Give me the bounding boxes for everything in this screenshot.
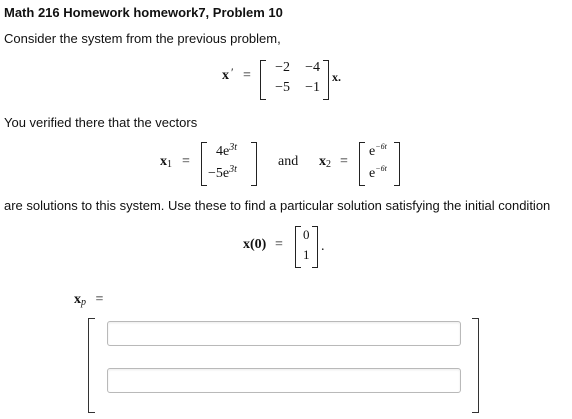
- x2-left-bracket: [359, 142, 365, 186]
- verified-text: You verified there that the vectors: [4, 115, 198, 130]
- initial-condition-equals: =: [275, 237, 283, 252]
- answer-right-bracket: [472, 318, 479, 413]
- system-matrix-a12: −4: [305, 60, 320, 75]
- system-matrix-right-bracket: [323, 60, 329, 100]
- solution-vectors: [160, 138, 410, 188]
- instruction-text: are solutions to this system. Use these to find a particular solution satisfying the initial condition: [4, 198, 551, 213]
- page-title: Math 216 Homework homework7, Problem 10: [4, 5, 283, 20]
- x1-top-entry: $4e^{3t}$: [216, 142, 237, 159]
- initial-condition-left-bracket: [295, 226, 301, 268]
- x1-left-bracket: [201, 142, 207, 186]
- x1-bottom-entry: $-5e^{3t}$: [208, 164, 237, 181]
- answer-input-bottom[interactable]: [107, 368, 461, 393]
- and-word: and: [278, 154, 299, 169]
- answer-left-bracket: [88, 318, 95, 413]
- initial-condition-top: 0: [303, 227, 310, 242]
- initial-condition: [243, 224, 353, 268]
- system-matrix-left-bracket: [260, 60, 266, 100]
- initial-condition-right-bracket: [312, 226, 318, 268]
- system-prime: ′: [231, 65, 234, 79]
- answer-label: $x_p$ =: [74, 292, 104, 308]
- system-equation: [222, 58, 352, 102]
- intro-text: Consider the system from the previous problem,: [4, 31, 281, 46]
- system-matrix-a21: −5: [275, 80, 290, 95]
- system-x-var: x: [222, 68, 229, 83]
- x1-label: $x_1$: [160, 154, 172, 170]
- x2-top-entry: $e^{-6t}$: [369, 142, 387, 159]
- initial-condition-period: .: [321, 239, 325, 254]
- x1-equals: =: [182, 154, 190, 169]
- x2-label: $x_2$: [319, 154, 331, 170]
- x2-bottom-entry: $e^{-6t}$: [369, 164, 387, 181]
- x2-right-bracket: [394, 142, 400, 186]
- system-equals: =: [243, 68, 251, 83]
- initial-condition-lhs: x(0): [243, 237, 267, 252]
- system-matrix-a11: −2: [275, 60, 290, 75]
- initial-condition-bottom: 1: [303, 247, 310, 262]
- x1-right-bracket: [251, 142, 257, 186]
- answer-input-top[interactable]: [107, 321, 461, 346]
- system-matrix-a22: −1: [305, 80, 320, 95]
- x2-equals: =: [340, 154, 348, 169]
- system-rhs-x: x.: [332, 70, 341, 84]
